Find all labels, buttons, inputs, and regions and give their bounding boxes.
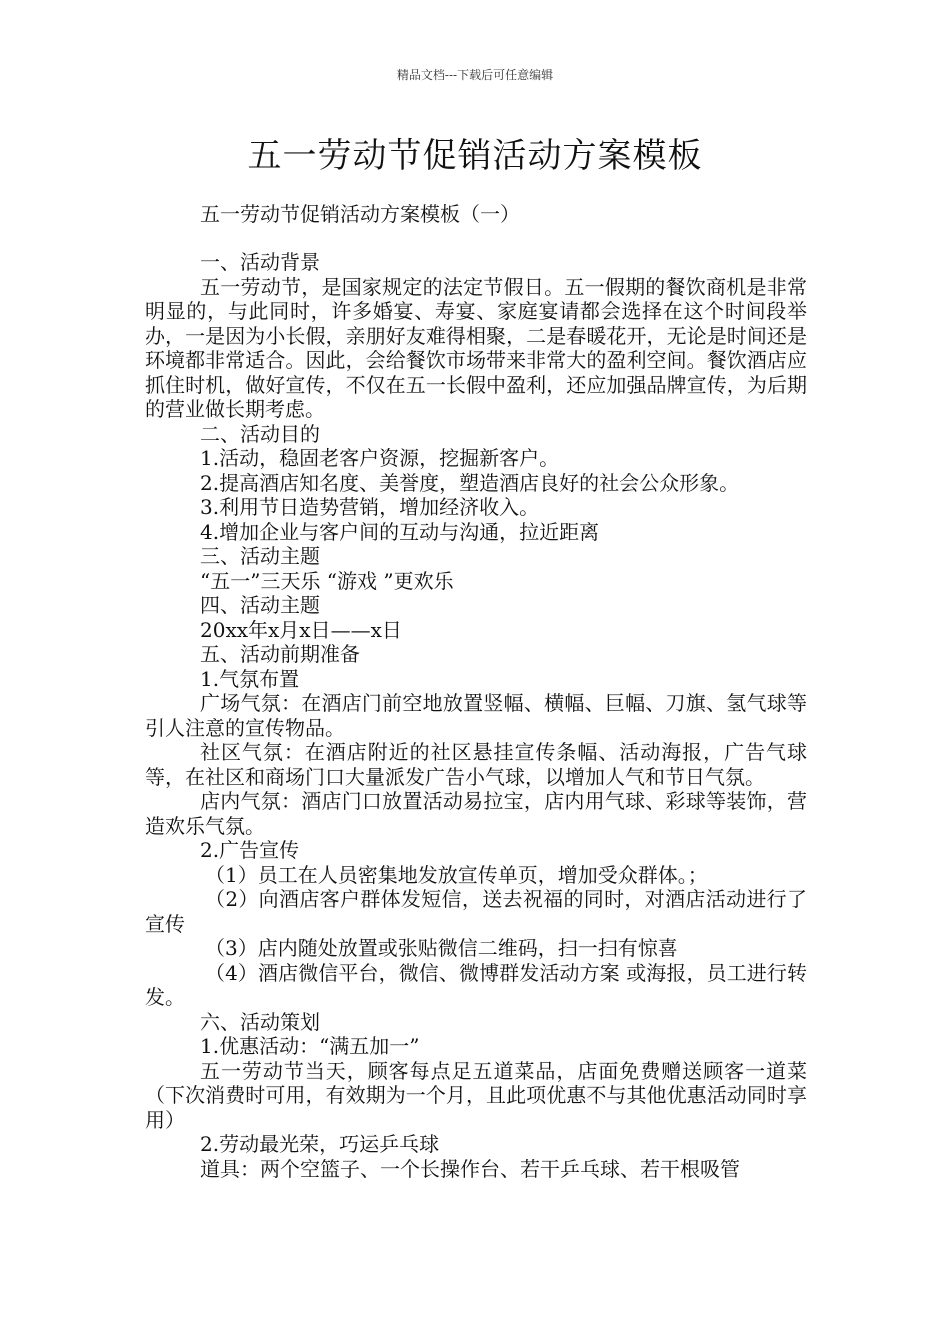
paragraph: 广场气氛：在酒店门前空地放置竖幅、横幅、巨幅、刀旗、氢气球等引人注意的宣传物品。 <box>145 691 807 740</box>
list-item: 2.提高酒店知名度、美誉度，塑造酒店良好的社会公众形象。 <box>200 470 740 495</box>
section-heading: 二、活动目的 <box>200 421 320 446</box>
list-item: （2）向酒店客户群体发短信，送去祝福的同时，对酒店活动进行了宣传 <box>145 887 807 936</box>
list-item: （4）酒店微信平台，微信、微博群发活动方案 或海报，员工进行转发。 <box>145 960 807 1009</box>
list-item: 3.利用节日造势营销，增加经济收入。 <box>200 495 540 519</box>
document-title: 五一劳动节促销活动方案模板 <box>247 136 703 176</box>
paragraph: 20xx年x月x日——x日 <box>200 617 402 642</box>
paragraph: 道具：两个空篮子、一个长操作台、若干乒乓球、若干根吸管 <box>200 1156 740 1181</box>
list-item: 2.广告宣传 <box>200 838 300 862</box>
paragraph: 五一劳动节当天，顾客每点足五道菜品，店面免费赠送顾客一道菜（下次消费时可用，有效期为一个月，且此项优惠不与其他优惠活动同时享用） <box>145 1058 807 1132</box>
paragraph: “五一”三天乐 “游戏 ”更欢乐 <box>200 568 454 593</box>
section-heading: 三、活动主题 <box>200 544 320 568</box>
section-heading: 四、活动主题 <box>200 593 320 617</box>
list-item: 2.劳动最光荣，巧运乒乓球 <box>200 1132 440 1156</box>
document-subtitle: 五一劳动节促销活动方案模板（一） <box>200 202 520 226</box>
section-heading: 一、活动背景 <box>200 250 320 274</box>
list-item: （1）员工在人员密集地发放宣传单页，增加受众群体。； <box>205 862 708 887</box>
section-heading: 六、活动策划 <box>200 1009 320 1034</box>
list-item: 1.气氛布置 <box>200 666 300 691</box>
list-item: 1.活动，稳固老客户资源，挖掘新客户。 <box>200 446 560 470</box>
list-item: 1.优惠活动：“满五加一” <box>200 1034 420 1058</box>
paragraph: 社区气氛：在酒店附近的社区悬挂宣传条幅、活动海报，广告气球等，在社区和商场门口大量派发广告小气球，以增加人气和节日气氛。 <box>145 740 807 789</box>
paragraph: 五一劳动节，是国家规定的法定节假日。五一假期的餐饮商机是非常明显的，与此同时，许多婚宴、寿宴、家庭宴请都会选择在这个时间段举办，一是因为小长假，亲朋好友难得相聚，二是春暖花开，无论是时间还是环境都非常适合。因此，会给餐饮市场带来非常大的盈利空间。餐饮酒店应抓住时机，做好宣传，不仅在五一长假中盈利，还应加强品牌宣传，为后期的营业做长期考虑。 <box>145 274 807 421</box>
list-item: （3）店内随处放置或张贴微信二维码，扫一扫有惊喜 <box>205 936 678 960</box>
list-item: 4.增加企业与客户间的互动与沟通，拉近距离 <box>200 519 600 544</box>
paragraph: 店内气氛：酒店门口放置活动易拉宝，店内用气球、彩球等装饰，营造欢乐气氛。 <box>145 789 807 838</box>
document-body <box>145 250 807 1181</box>
section-heading: 五、活动前期准备 <box>200 642 360 666</box>
page-header: 精品文档---下载后可任意编辑 <box>396 68 554 82</box>
